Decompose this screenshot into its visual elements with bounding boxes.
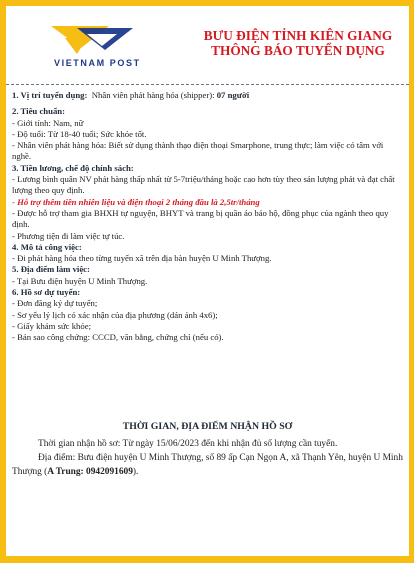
logo-text: VIETNAM POST <box>54 58 141 68</box>
header-divider <box>6 84 409 85</box>
position-count: 07 người <box>216 90 250 100</box>
org-name: BƯU ĐIỆN TỈNH KIÊN GIANG <box>203 28 393 43</box>
section-6-heading: 6. Hồ sơ dự tuyển: <box>12 287 81 298</box>
submission-info <box>12 420 403 479</box>
list-item: - Tại Bưu điện huyện U Minh Thượng. <box>12 275 148 286</box>
section-1-label: 1. Vị trí tuyển dụng: <box>12 90 88 100</box>
section-5-heading: 5. Địa điểm làm việc: <box>12 264 90 275</box>
highlight-support: - Hỗ trợ thêm tiền nhiên liệu và điện thoại 2 tháng đầu là 2,5tr/tháng <box>12 196 260 207</box>
notice-title: THÔNG BÁO TUYỂN DỤNG <box>211 43 385 58</box>
header-titles <box>188 28 408 58</box>
list-item: - Sơ yếu lý lịch có xác nhận của địa phương (dán ảnh 4x6); <box>12 309 218 320</box>
list-item: - Giấy khám sức khỏe; <box>12 320 92 331</box>
notice-paper <box>6 6 409 556</box>
list-item: - Nhân viên phát hàng hóa: Biết sử dụng thành thạo điện thoại Smarphone, trung thực; làm việc có tâm với nghề. <box>12 140 384 162</box>
list-item: - Phương tiện đi làm việc tự túc. <box>12 230 125 241</box>
section-2-heading: 2. Tiêu chuẩn: <box>12 106 66 117</box>
section-position <box>12 90 403 101</box>
list-item: - Đi phát hàng hóa theo từng tuyến xã trên địa bàn huyện U Minh Thượng. <box>12 253 272 264</box>
section-4-heading: 4. Mô tả công việc: <box>12 241 82 252</box>
submission-time: Thời gian nhận hồ sơ: Từ ngày 15/06/2023 đến khi nhận đủ số lượng cần tuyển. <box>38 439 338 449</box>
header <box>6 6 409 84</box>
notice-body <box>12 90 403 344</box>
list-item: - Giới tính: Nam, nữ <box>12 117 84 128</box>
address-end: ). <box>132 467 139 477</box>
footer-title: THỜI GIAN, ĐỊA ĐIỂM NHẬN HỒ SƠ <box>122 421 293 432</box>
submission-address <box>12 451 403 479</box>
list-item: - Được hỗ trợ tham gia BHXH tự nguyện, BHYT và trang bị quần áo bảo hộ, đồng phục của ngành theo quy định. <box>12 207 389 230</box>
position-text: Nhân viên phát hàng hóa (shipper): <box>91 90 215 100</box>
list-item: - Đơn đăng ký dự tuyển; <box>12 298 98 309</box>
list-item: - Bản sao công chứng: CCCD, văn bằng, chứng chỉ (nếu có). <box>12 332 224 343</box>
address-text: Địa điểm: Bưu điện huyện U Minh Thượng, số 89 ấp Cạn Ngọn A, xã Thạnh Yên, huyện U Minh Thượng ( <box>12 453 403 477</box>
list-item: - Độ tuổi: Từ 18-40 tuổi; Sức khỏe tốt. <box>12 128 147 139</box>
list-item: - Lương bình quân NV phát hàng thấp nhất từ 5-7triệu/tháng hoặc cao hơn tùy theo sản lượng phát và đạt chất lượng theo quy định. <box>12 174 395 196</box>
section-3-heading: 3. Tiền lương, chế độ chính sách: <box>12 162 134 173</box>
contact-info: A Trung: 0942091609 <box>47 467 133 477</box>
